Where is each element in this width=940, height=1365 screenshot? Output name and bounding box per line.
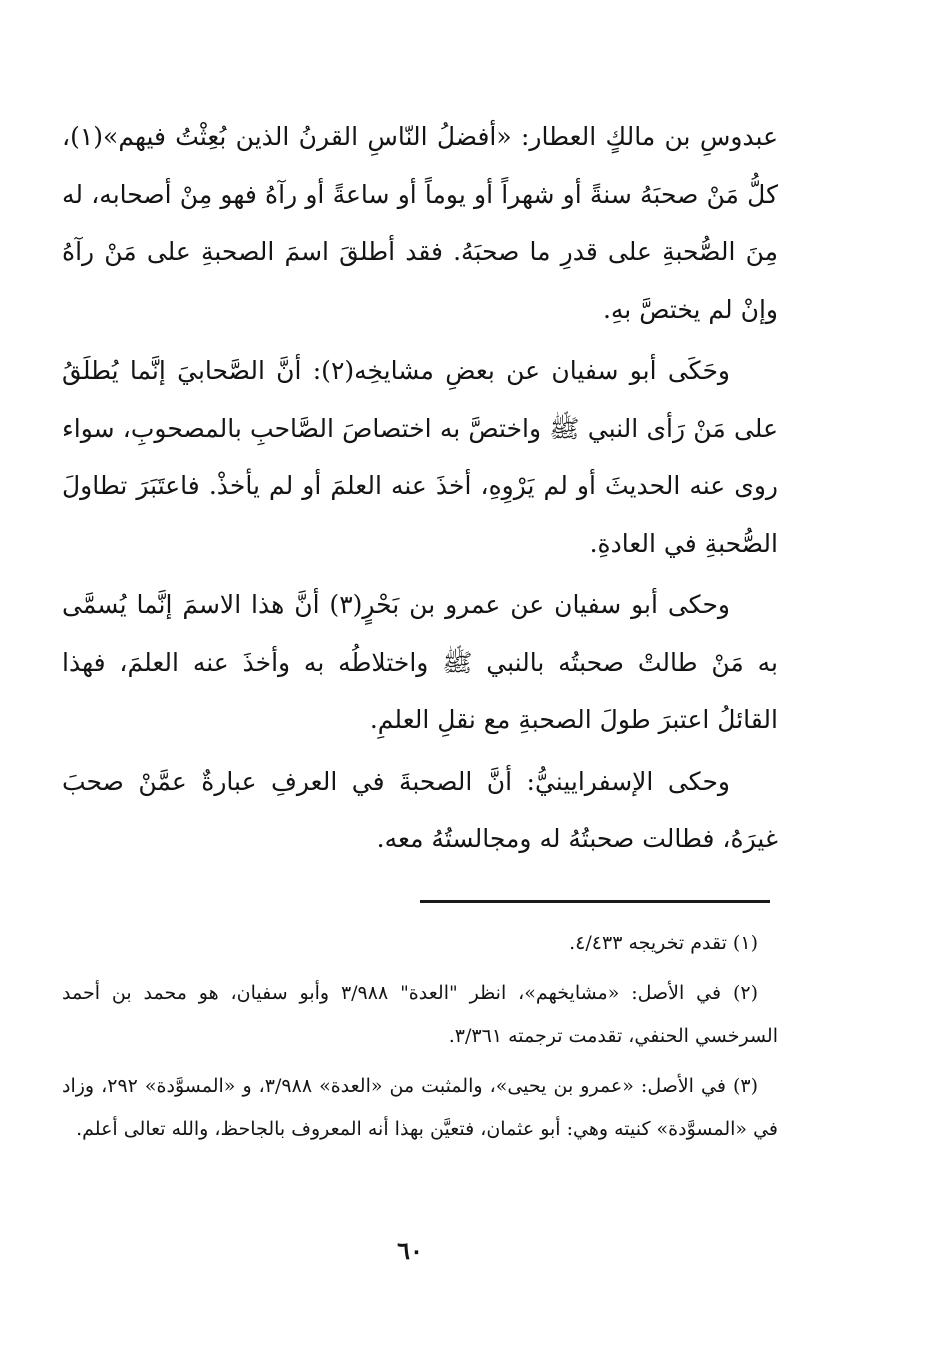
paragraph-1: عبدوسِ بن مالكٍ العطار: «أفضلُ النّاسِ القرنُ الذين بُعِثْتُ فيهم»(١)، كلُّ مَنْ صحبَهُ سنةً أو شهراً أو يوماً أو ساعةً أو رآهُ فهو مِنْ أصحابه، له مِنَ الصُّحبةِ على قدرِ ما صحبَهُ. فقد أطلقَ اسمَ الصحبةِ على مَنْ رآهُ وإنْ لم يختصَّ بهِ. [62, 122, 778, 324]
paragraph-2: وحَكَى أبو سفيان عن بعضِ مشايخِه(٢): أنَّ الصَّحابيَ إنَّما يُطلَقُ على مَنْ رَأى النبي ﷺ واختصَّ به اختصاصَ الصَّاحبِ بالمصحوبِ، سواء روى عنه الحديثَ أو لم يَرْوِهِ، أخذَ عنه العلمَ أو لم يأخذْ. فاعتَبَرَ تطاولَ الصُّحبةِ في العادةِ. [62, 356, 778, 558]
paragraph-3: وحكى أبو سفيان عن عمرو بن بَحْرٍ(٣) أنَّ هذا الاسمَ إنَّما يُسمَّى به مَنْ طالتْ صحبتُه بالنبي ﷺ واختلاطُه به وأخذَ عنه العلمَ، فهذا القائلُ اعتبرَ طولَ الصحبةِ مع نقلِ العلمِ. [62, 590, 778, 734]
footnotes [62, 922, 778, 1158]
footnote-3: (٣) في الأصل: «عمرو بن يحيى»، والمثبت من «العدة» ٣/٩٨٨، و «المسوَّدة» ٢٩٢، وزاد في «المسوَّدة» كنيته وهي: أبو عثمان، فتعيَّن بهذا أنه المعروف بالجاحظ، والله تعالى أعلم. [62, 1075, 778, 1140]
footnote-separator [420, 900, 770, 903]
footnote-1: (١) تقدم تخريجه ٤/٤٣٣. [569, 932, 758, 954]
page-number: ٦٠ [397, 1236, 423, 1265]
main-text [62, 108, 778, 872]
footnote-2: (٢) في الأصل: «مشايخهم»، انظر "العدة" ٣/٩٨٨ وأبو سفيان، هو محمد بن أحمد السرخسي الحنفي، تقدمت ترجمته ٣/٣٦١. [62, 982, 778, 1047]
paragraph-4: وحكى الإسفرايينيُّ: أنَّ الصحبةَ في العرفِ عبارةٌ عمَّنْ صحبَ غيرَهُ، فطالت صحبتُهُ له ومجالستُهُ معه. [62, 766, 778, 853]
